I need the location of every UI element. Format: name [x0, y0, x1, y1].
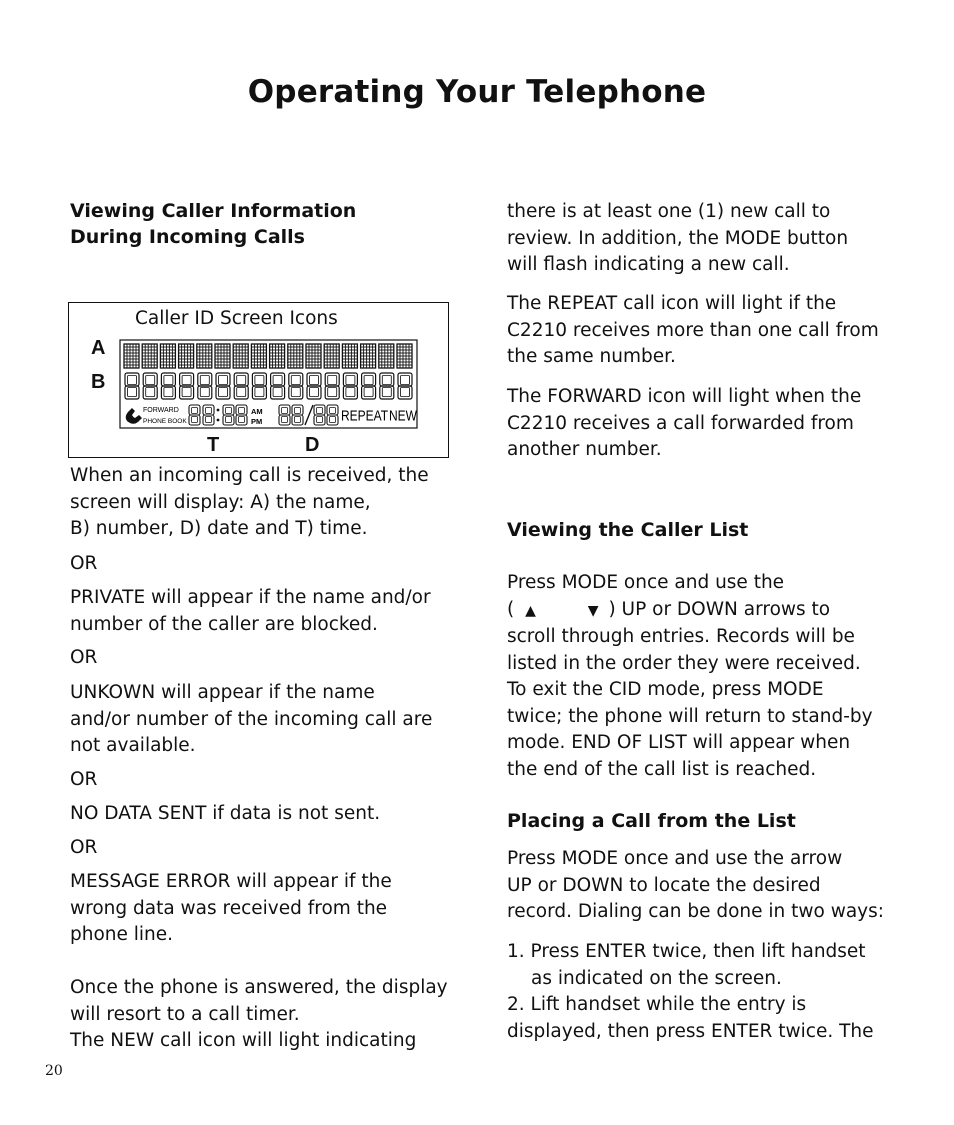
paragraph-incoming	[70, 463, 429, 543]
text-line: UP or DOWN to locate the desired	[507, 874, 821, 896]
segment-inner	[282, 417, 288, 423]
seven-segment-digit	[161, 373, 175, 399]
segment-inner	[310, 388, 319, 397]
segment-inner	[239, 408, 245, 414]
text-line: will flash indicating a new call.	[507, 254, 790, 275]
seven-segment-digit	[216, 373, 230, 399]
segment-inner	[237, 388, 246, 397]
text-line: will resort to a call timer.	[70, 1003, 300, 1025]
text-line: MESSAGE ERROR will appear if the	[70, 871, 392, 892]
seven-segment-digit	[271, 373, 285, 399]
segment-inner	[255, 388, 264, 397]
text-line: PRIVATE will appear if the name and/or	[70, 587, 431, 608]
dot-matrix-char	[361, 344, 376, 368]
text-line: record. Dialing can be done in two ways:	[507, 901, 884, 922]
phone-handset-icon	[126, 408, 142, 424]
segment-inner	[330, 417, 336, 423]
seven-segment-digit	[143, 373, 157, 399]
clock-digit	[203, 405, 214, 425]
segment-inner	[226, 417, 232, 423]
text-line: displayed, then press ENTER twice. The	[507, 1020, 874, 1042]
text-line: Once the phone is answered, the display	[70, 977, 448, 998]
open-paren: (	[507, 598, 515, 620]
clock-digit	[189, 405, 200, 425]
text-line: as indicated on the screen.	[531, 967, 782, 989]
segment-inner	[317, 417, 323, 423]
segment-inner	[164, 376, 173, 385]
dot-matrix-char	[179, 344, 194, 368]
segment-inner	[328, 388, 337, 397]
text-line: there is at least one (1) new call to	[507, 201, 831, 222]
date-digits	[279, 405, 338, 425]
label-time: T	[207, 434, 220, 456]
text-line: OR	[70, 837, 98, 858]
segment-inner	[364, 388, 373, 397]
text-line: The REPEAT call icon will light if the	[507, 293, 837, 314]
dot-matrix-char	[142, 344, 157, 368]
segment-inner	[146, 376, 155, 385]
text-line: Press MODE once and use the arrow	[507, 848, 843, 869]
segment-inner	[128, 388, 137, 397]
segment-inner	[182, 376, 191, 385]
segment-inner	[239, 417, 245, 423]
seven-segment-digit	[289, 373, 303, 399]
paragraph-caller-list	[507, 570, 873, 783]
number-row	[125, 373, 412, 399]
dot-matrix-char	[124, 344, 139, 368]
segment-inner	[295, 417, 301, 423]
dot-matrix-char	[379, 344, 394, 368]
segment-inner	[146, 388, 155, 397]
seven-segment-digit	[398, 373, 412, 399]
dot-matrix-char	[397, 344, 412, 368]
seven-segment-digit	[125, 373, 139, 399]
text-line: NO DATA SENT if data is not sent.	[70, 803, 381, 824]
paragraph-new-call	[507, 199, 848, 279]
step-one	[507, 939, 866, 992]
arrow-text: ) UP or DOWN arrows to	[608, 598, 831, 620]
segment-inner	[401, 376, 410, 385]
text-line: not available.	[70, 735, 196, 756]
segment-inner	[192, 417, 198, 423]
name-row	[124, 344, 412, 368]
seven-segment-digit	[307, 373, 321, 399]
row-label-b: B	[91, 371, 106, 393]
text-line: 2. Lift handset while the entry is	[507, 994, 807, 1015]
time-digits	[189, 405, 247, 425]
dot-matrix-char	[215, 344, 230, 368]
paragraph-unknown	[70, 680, 432, 760]
text-line: OR	[70, 769, 98, 790]
paragraph-placing-call	[507, 846, 884, 926]
segment-inner	[364, 376, 373, 385]
segment-inner	[226, 408, 232, 414]
text-line: 1. Press ENTER twice, then lift handset	[507, 941, 866, 962]
text-line: screen will display: A) the name,	[70, 491, 371, 513]
up-arrow-icon: ▲	[525, 602, 536, 619]
segment-inner	[346, 388, 355, 397]
dot-matrix-char	[251, 344, 266, 368]
segment-inner	[291, 376, 300, 385]
segment-inner	[328, 376, 337, 385]
segment-inner	[382, 388, 391, 397]
or-text	[70, 551, 97, 578]
or-text	[70, 835, 97, 862]
dot-matrix-char	[160, 344, 175, 368]
text-line: OR	[70, 553, 98, 574]
segment-inner	[346, 376, 355, 385]
dot-matrix-char	[324, 344, 339, 368]
text-line: and/or number of the incoming call are	[70, 708, 433, 730]
segment-inner	[255, 376, 264, 385]
seven-segment-digit	[198, 373, 212, 399]
text-line: To exit the CID mode, press MODE	[507, 679, 824, 700]
lcd-display	[119, 339, 419, 431]
segment-inner	[282, 408, 288, 414]
seven-segment-digit	[180, 373, 194, 399]
dot-matrix-char	[270, 344, 285, 368]
dot-matrix-char	[288, 344, 303, 368]
paragraph-forward	[507, 384, 861, 464]
segment-inner	[401, 388, 410, 397]
new-icon: NEW	[389, 407, 417, 424]
text-line: Press MODE once and use the	[507, 572, 785, 593]
section-heading-caller-list: Viewing the Caller List	[507, 519, 749, 541]
segment-inner	[206, 417, 212, 423]
step-two	[507, 992, 874, 1045]
segment-inner	[310, 376, 319, 385]
label-date: D	[305, 434, 320, 456]
dot-matrix-char	[233, 344, 248, 368]
segment-inner	[182, 388, 191, 397]
text-line: twice; the phone will return to stand-by	[507, 705, 873, 727]
segment-inner	[128, 376, 137, 385]
colon-dot	[217, 419, 220, 422]
section-heading-placing-call: Placing a Call from the List	[507, 810, 796, 832]
segment-inner	[219, 376, 228, 385]
dot-matrix-char	[342, 344, 357, 368]
segment-inner	[382, 376, 391, 385]
segment-inner	[295, 408, 301, 414]
text-line: another number.	[507, 439, 662, 460]
paragraph-no-data	[70, 801, 380, 828]
or-text	[70, 767, 97, 794]
figure-caption: Caller ID Screen Icons	[135, 308, 338, 329]
phone-book-icon: PHONE BOOK	[143, 418, 187, 425]
text-line: C2210 receives more than one call from	[507, 319, 879, 341]
am-icon: AM	[251, 407, 263, 416]
text-line: phone line.	[70, 924, 174, 945]
segment-inner	[206, 408, 212, 414]
segment-inner	[237, 376, 246, 385]
segment-inner	[192, 408, 198, 414]
segment-inner	[200, 388, 209, 397]
text-line: B) number, D) date and T) time.	[70, 518, 368, 539]
segment-inner	[317, 408, 323, 414]
text-line: mode. END OF LIST will appear when	[507, 732, 851, 753]
text-line: scroll through entries. Records will be	[507, 626, 855, 647]
text-line: OR	[70, 647, 98, 668]
text-line: C2210 receives a call forwarded from	[507, 412, 854, 434]
text-line: listed in the order they were received.	[507, 652, 861, 674]
seven-segment-digit	[343, 373, 357, 399]
text-line: The NEW call icon will light indicating	[70, 1030, 417, 1051]
text-line: the same number.	[507, 346, 676, 367]
paragraph-private	[70, 585, 431, 638]
segment-inner	[273, 376, 282, 385]
segment-inner	[200, 376, 209, 385]
down-arrow-icon: ▼	[587, 602, 599, 619]
text-line: review. In addition, the MODE button	[507, 227, 849, 249]
text-line: wrong data was received from the	[70, 897, 388, 919]
segment-inner	[291, 388, 300, 397]
seven-segment-digit	[325, 373, 339, 399]
text-line: number of the caller are blocked.	[70, 613, 378, 635]
date-digit	[279, 405, 290, 425]
caller-id-figure	[68, 302, 449, 458]
segment-inner	[164, 388, 173, 397]
text-line: The FORWARD icon will light when the	[507, 386, 862, 407]
clock-digit	[236, 405, 247, 425]
segment-inner	[273, 388, 282, 397]
date-digit	[292, 405, 303, 425]
seven-segment-digit	[380, 373, 394, 399]
seven-segment-digit	[252, 373, 266, 399]
segment-inner	[219, 388, 228, 397]
page-number: 20	[45, 1063, 63, 1079]
paragraph-answered	[70, 975, 448, 1055]
or-text	[70, 645, 97, 672]
clock-digit	[223, 405, 234, 425]
dot-matrix-char	[197, 344, 212, 368]
heading-line: During Incoming Calls	[70, 226, 305, 248]
seven-segment-digit	[362, 373, 376, 399]
paragraph-repeat	[507, 291, 879, 371]
date-digit	[314, 405, 325, 425]
section-heading-incoming	[70, 198, 356, 250]
text-line-arrows	[507, 597, 873, 625]
pm-icon: PM	[251, 417, 263, 426]
paragraph-message-error	[70, 869, 392, 949]
segment-inner	[330, 408, 336, 414]
text-line: the end of the call list is reached.	[507, 758, 817, 780]
dot-matrix-char	[306, 344, 321, 368]
heading-line: Viewing Caller Information	[70, 200, 357, 222]
forward-icon: FORWARD	[143, 407, 179, 414]
date-slash	[305, 405, 313, 425]
seven-segment-digit	[234, 373, 248, 399]
page-title: Operating Your Telephone	[247, 74, 707, 110]
date-digit	[327, 405, 338, 425]
text-line: When an incoming call is received, the	[70, 465, 429, 486]
colon-dot	[217, 409, 220, 412]
text-line: UNKOWN will appear if the name	[70, 682, 375, 703]
repeat-icon: REPEAT	[341, 407, 389, 424]
row-label-a: A	[91, 337, 106, 359]
